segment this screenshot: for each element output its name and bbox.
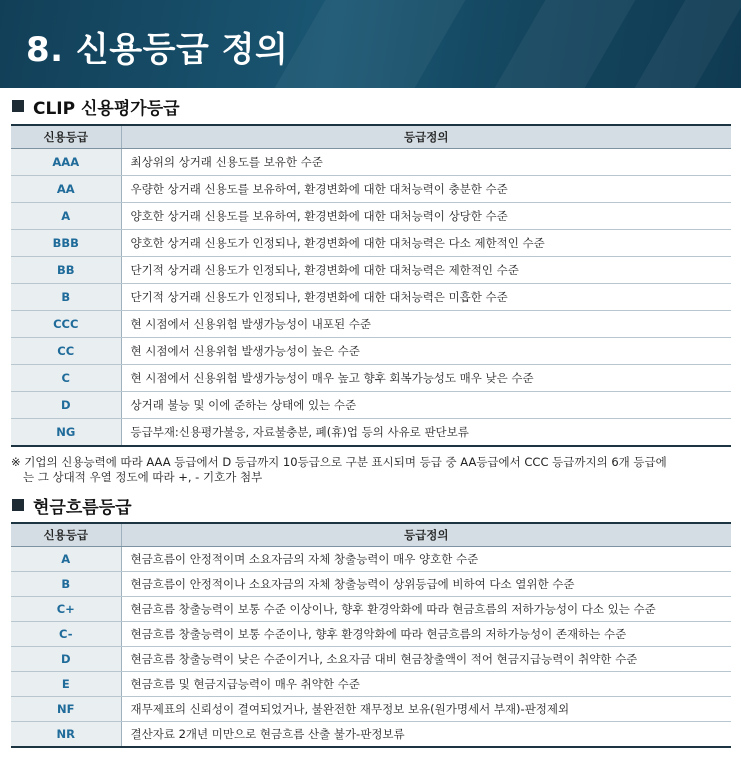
grade-cell: B [11,572,121,597]
grade-cell: AA [11,176,121,203]
definition-cell: 최상위의 상거래 신용도를 보유한 수준 [121,149,731,176]
grade-cell: A [11,203,121,230]
square-bullet-icon [12,100,24,112]
definition-cell: 현금흐름 및 현금지급능력이 매우 취약한 수준 [121,672,731,697]
grade-cell: E [11,672,121,697]
footnote-line: ※ 기업의 신용능력에 따라 AAA 등급에서 D 등급까지 10등급으로 구분 표시되며 등급 중 AA등급에서 CCC 등급까지의 6개 등급에 [11,455,667,469]
table-row [11,672,731,697]
square-bullet-icon [12,499,24,511]
grade-cell: BBB [11,230,121,257]
grade-cell: B [11,284,121,311]
banner-decoration [635,0,741,88]
grade-cell: NG [11,419,121,447]
definition-cell: 양호한 상거래 신용도가 인정되나, 환경변화에 대한 대처능력은 다소 제한적인 수준 [121,230,731,257]
grade-cell: A [11,547,121,572]
table-header-row [11,125,731,149]
definition-cell: 상거래 불능 및 이에 준하는 상태에 있는 수준 [121,392,731,419]
definition-cell: 현 시점에서 신용위험 발생가능성이 내포된 수준 [121,311,731,338]
table-row [11,149,731,176]
footnote-line: 는 그 상대적 우열 정도에 따라 +, - 기호가 첨부 [23,470,263,484]
grade-cell: C [11,365,121,392]
table-row [11,722,731,748]
grade-cell: CC [11,338,121,365]
table-row [11,338,731,365]
definition-cell: 단기적 상거래 신용도가 인정되나, 환경변화에 대한 대처능력은 미흡한 수준 [121,284,731,311]
table-row [11,176,731,203]
table-row [11,203,731,230]
credit-grade-table [11,124,731,447]
definition-cell: 현금흐름 창출능력이 보통 수준 이상이나, 향후 환경악화에 따라 현금흐름의 저하가능성이 다소 있는 수준 [121,597,731,622]
grade-column-header: 신용등급 [11,523,121,547]
table-row [11,392,731,419]
definition-cell: 단기적 상거래 신용도가 인정되나, 환경변화에 대한 대처능력은 제한적인 수준 [121,257,731,284]
definition-cell: 재무제표의 신뢰성이 결여되었거나, 불완전한 재무정보 보유(원가명세서 부재)-판정제외 [121,697,731,722]
definition-cell: 현금흐름이 안정적이나 소요자금의 자체 창출능력이 상위등급에 비하여 다소 열위한 수준 [121,572,731,597]
definition-cell: 현금흐름 창출능력이 낮은 수준이거나, 소요자금 대비 현금창출액이 적어 현금지급능력이 취약한 수준 [121,647,731,672]
definition-cell: 현 시점에서 신용위험 발생가능성이 높은 수준 [121,338,731,365]
title-banner [0,0,741,88]
grade-cell: D [11,647,121,672]
definition-cell: 양호한 상거래 신용도를 보유하여, 환경변화에 대한 대처능력이 상당한 수준 [121,203,731,230]
grade-column-header: 신용등급 [11,125,121,149]
definition-column-header: 등급정의 [121,125,731,149]
grade-cell: AAA [11,149,121,176]
table-row [11,230,731,257]
table-row [11,257,731,284]
definition-column-header: 등급정의 [121,523,731,547]
grade-cell: C- [11,622,121,647]
table-header-row [11,523,731,547]
table-row [11,647,731,672]
definition-cell: 현금흐름이 안정적이며 소요자금의 자체 창출능력이 매우 양호한 수준 [121,547,731,572]
banner-decoration [495,0,636,88]
grade-cell: CCC [11,311,121,338]
grade-footnote [11,455,733,485]
table-row [11,365,731,392]
definition-cell: 현금흐름 창출능력이 보통 수준이나, 향후 환경악화에 따라 현금흐름의 저하가능성이 존재하는 수준 [121,622,731,647]
credit-section-heading [12,95,180,117]
definition-cell: 등급부재:신용평가불응, 자료불충분, 폐(휴)업 등의 사유로 판단보류 [121,419,731,447]
grade-cell: BB [11,257,121,284]
grade-cell: C+ [11,597,121,622]
table-row [11,622,731,647]
page-title: 8. 신용등급 정의 [26,30,289,70]
table-row [11,311,731,338]
table-row [11,572,731,597]
cashflow-section-heading [12,494,132,516]
banner-decoration [275,0,466,88]
table-row [11,697,731,722]
credit-section-title: CLIP 신용평가등급 [33,98,180,119]
cashflow-grade-table [11,522,731,748]
definition-cell: 현 시점에서 신용위험 발생가능성이 매우 높고 향후 회복가능성도 매우 낮은 수준 [121,365,731,392]
table-row [11,419,731,447]
definition-cell: 결산자료 2개년 미만으로 현금흐름 산출 불가-판정보류 [121,722,731,748]
definition-cell: 우량한 상거래 신용도를 보유하여, 환경변화에 대한 대처능력이 충분한 수준 [121,176,731,203]
table-row [11,284,731,311]
grade-cell: D [11,392,121,419]
table-row [11,547,731,572]
table-row [11,597,731,622]
grade-cell: NR [11,722,121,748]
cashflow-section-title: 현금흐름등급 [33,497,132,518]
grade-cell: NF [11,697,121,722]
